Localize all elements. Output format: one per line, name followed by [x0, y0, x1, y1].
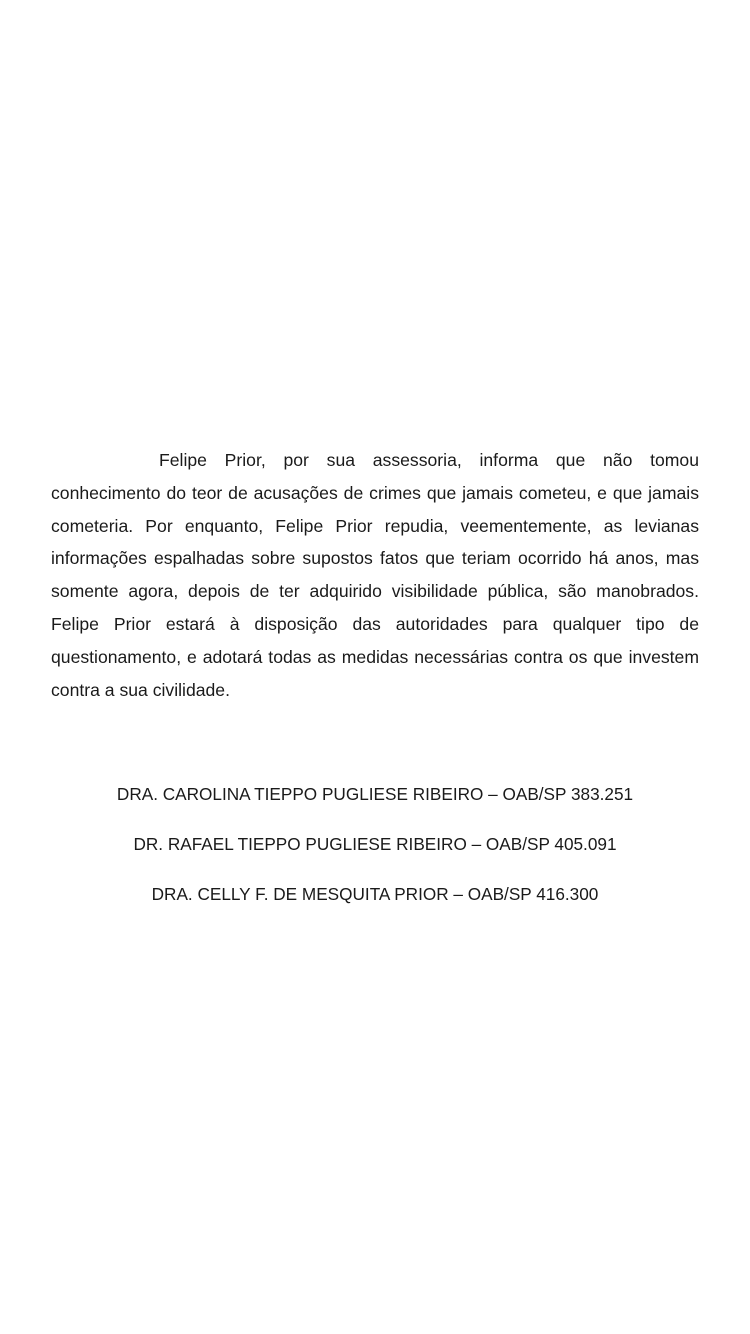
signatory-line: DRA. CAROLINA TIEPPO PUGLIESE RIBEIRO – OAB/SP 383.251 [116, 784, 634, 804]
signatory-line: DRA. CELLY F. DE MESQUITA PRIOR – OAB/SP 416.300 [151, 884, 599, 904]
signatory-line: DR. RAFAEL TIEPPO PUGLIESE RIBEIRO – OAB/SP 405.091 [133, 834, 617, 854]
signatories-block [0, 778, 750, 928]
statement-paragraph: Felipe Prior, por sua assessoria, informa que não tomou conhecimento do teor de acusações de crimes que jamais cometeu, e que jamais cometeria. Por enquanto, Felipe Prior repudia, veementemente, as levianas informações espalhadas sobre supostos fatos que teriam ocorrido há anos, mas somente agora, depois de ter adquirido visibilidade pública, são manobrados. Felipe Prior estará à disposição das autoridades para qualquer tipo de questionamento, e adotará todas as medidas necessárias contra os que investem contra a sua civilidade. [51, 450, 699, 700]
